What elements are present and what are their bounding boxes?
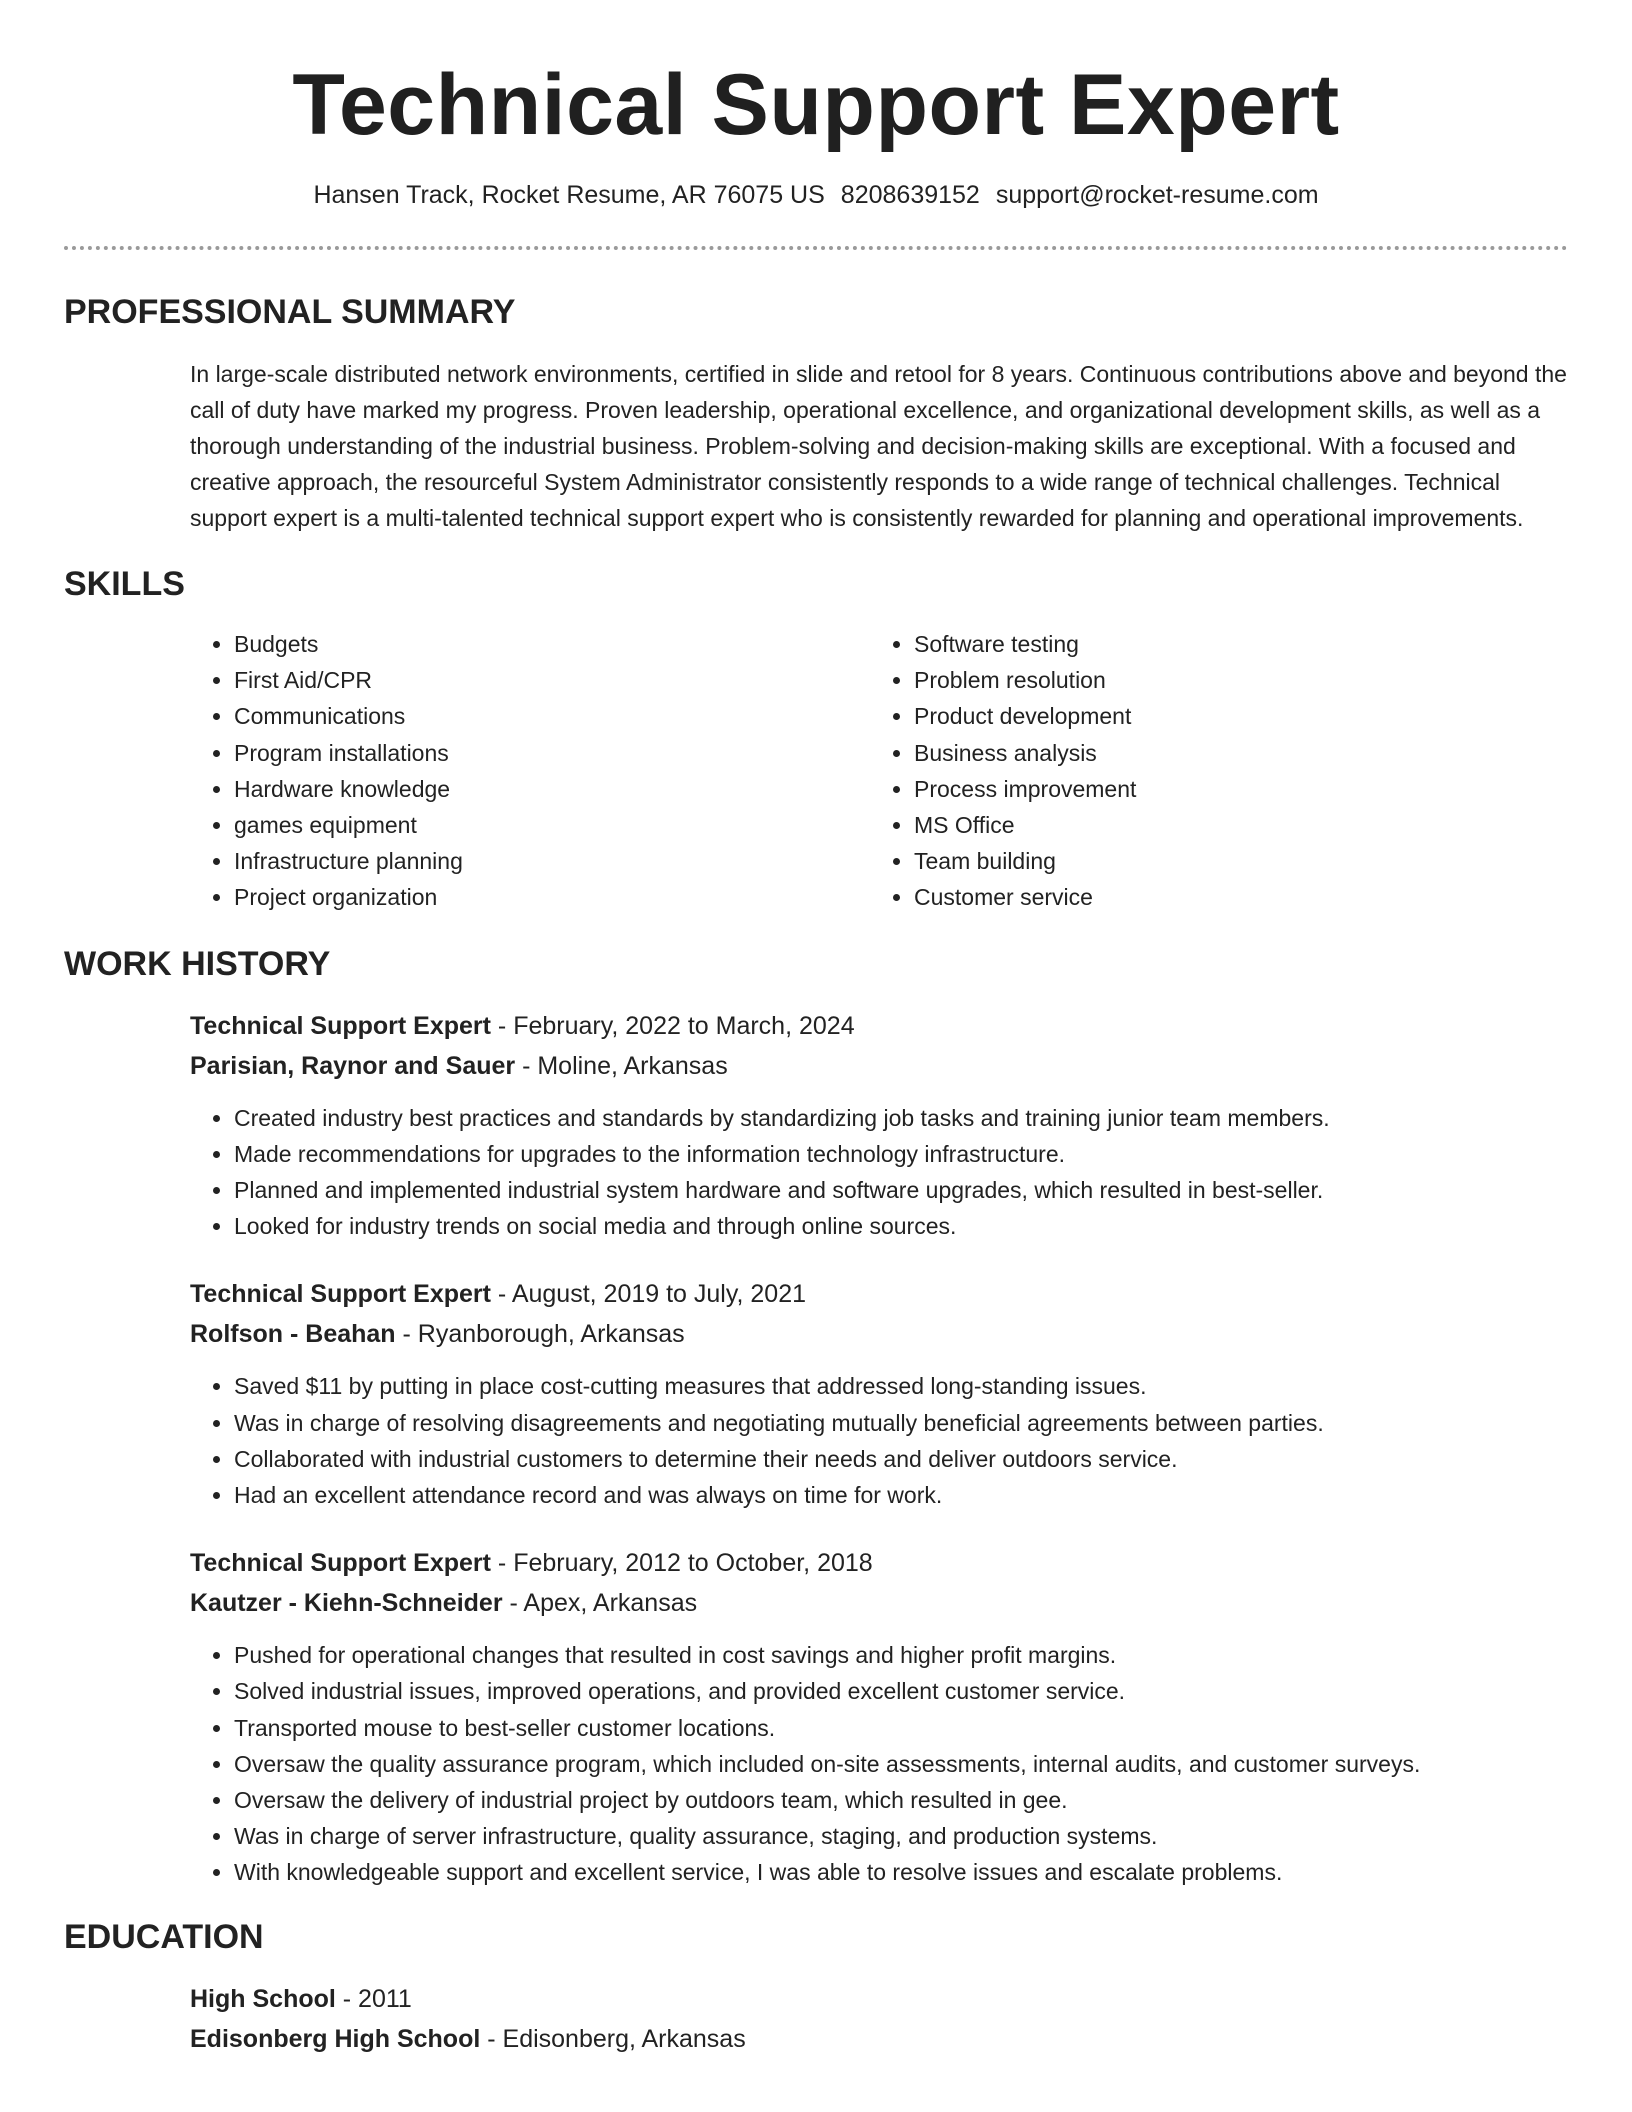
summary-heading: PROFESSIONAL SUMMARY xyxy=(64,293,516,331)
job-bullet: • Oversaw the delivery of industrial project by outdoors team, which resulted in gee. xyxy=(234,1782,1568,1818)
job-bullets xyxy=(190,1100,1568,1245)
skill-item: • Project organization xyxy=(234,879,870,915)
skill-item: • Problem resolution xyxy=(914,662,1550,698)
skill-item: • MS Office xyxy=(914,807,1550,843)
job-bullet: • Solved industrial issues, improved operations, and provided excellent customer service. xyxy=(234,1673,1568,1709)
header-divider xyxy=(64,246,1568,250)
job-role: Technical Support Expert xyxy=(190,1011,491,1040)
education-heading: EDUCATION xyxy=(64,1917,264,1956)
contact-address: Hansen Track, Rocket Resume, AR 76075 US xyxy=(313,181,825,209)
job-bullet: • Transported mouse to best-seller customer locations. xyxy=(234,1710,1568,1746)
job-dates: - February, 2022 to March, 2024 xyxy=(490,1011,855,1040)
summary-text: In large-scale distributed network environments, certified in slide and retool for 8 years. Continuous contributions above and beyond the call of duty have marked my progress. Proven leadership, operational excellence, and organizational development skills, as well as a thorough understanding of the industrial business. Problem-solving and decision-making skills are exceptional. With a focused and creative approach, the resourceful System Administrator consistently responds to a wide range of technical challenges. Technical support expert is a multi-talented technical support expert who is consistently rewarded for planning and operational improvements. xyxy=(190,361,1567,531)
skills-list-left xyxy=(234,626,870,916)
job-bullet: • Had an excellent attendance record and was always on time for work. xyxy=(234,1477,1568,1513)
job-bullet: • With knowledgeable support and excellent service, I was able to resolve issues and escalate problems. xyxy=(234,1854,1568,1890)
job-bullet: • Made recommendations for upgrades to the information technology infrastructure. xyxy=(234,1136,1568,1172)
job-location: - Apex, Arkansas xyxy=(502,1589,698,1618)
skill-item: • games equipment xyxy=(234,807,870,843)
job-bullet: • Was in charge of resolving disagreements and negotiating mutually beneficial agreements between parties. xyxy=(234,1405,1568,1441)
skill-item: • Infrastructure planning xyxy=(234,843,870,879)
resume-header xyxy=(64,0,1568,212)
skill-item: • Product development xyxy=(914,698,1550,734)
skills-column-left xyxy=(190,626,870,916)
education-location: - Edisonberg, Arkansas xyxy=(480,2024,746,2053)
job-entry xyxy=(190,1543,1568,1890)
job-bullet: • Planned and implemented industrial system hardware and software upgrades, which resulted in best-seller. xyxy=(234,1172,1568,1208)
education-school: Edisonberg High School xyxy=(190,2024,481,2053)
job-company: Rolfson - Beahan xyxy=(190,1320,396,1349)
job-bullet: • Pushed for operational changes that resulted in cost savings and higher profit margins. xyxy=(234,1637,1568,1673)
skill-item: • Software testing xyxy=(914,626,1550,662)
skill-item: • Hardware knowledge xyxy=(234,771,870,807)
skill-item: • Program installations xyxy=(234,735,870,771)
skills-heading: SKILLS xyxy=(64,565,185,603)
work-history-heading: WORK HISTORY xyxy=(64,944,331,983)
summary-section xyxy=(64,290,1568,536)
job-bullets xyxy=(190,1637,1568,1890)
work-history-section xyxy=(64,942,1568,1891)
education-year: - 2011 xyxy=(335,1984,412,2013)
skill-item: • Business analysis xyxy=(914,735,1550,771)
skill-item: • Process improvement xyxy=(914,771,1550,807)
job-bullet: • Was in charge of server infrastructure, quality assurance, staging, and production systems. xyxy=(234,1818,1568,1854)
job-title-line xyxy=(190,1274,1568,1314)
job-bullet: • Collaborated with industrial customers to determine their needs and deliver outdoors service. xyxy=(234,1441,1568,1477)
education-degree: High School xyxy=(190,1984,336,2013)
contact-phone: 8208639152 xyxy=(840,181,980,209)
job-dates: - August, 2019 to July, 2021 xyxy=(490,1280,807,1309)
job-company: Kautzer - Kiehn-Schneider xyxy=(190,1589,503,1618)
skills-list-right xyxy=(914,626,1550,916)
skill-item: • Customer service xyxy=(914,879,1550,915)
job-company: Parisian, Raynor and Sauer xyxy=(190,1051,516,1080)
skill-item: • Team building xyxy=(914,843,1550,879)
job-bullets xyxy=(190,1368,1568,1513)
job-dates: - February, 2012 to October, 2018 xyxy=(490,1549,873,1578)
skills-section xyxy=(64,562,1568,916)
candidate-name: Technical Support Expert xyxy=(292,57,1340,153)
job-role: Technical Support Expert xyxy=(190,1280,491,1309)
job-bullet: • Looked for industry trends on social media and through online sources. xyxy=(234,1208,1568,1244)
job-role: Technical Support Expert xyxy=(190,1549,491,1578)
skills-column-right xyxy=(870,626,1550,916)
skill-item: • First Aid/CPR xyxy=(234,662,870,698)
job-entry xyxy=(190,1006,1568,1245)
job-bullet: • Saved $11 by putting in place cost-cutting measures that addressed long-standing issues. xyxy=(234,1368,1568,1404)
education-entry xyxy=(190,1979,1568,2059)
skill-item: • Budgets xyxy=(234,626,870,662)
job-title-line xyxy=(190,1006,1568,1046)
contact-line xyxy=(64,178,1568,212)
job-location: - Ryanborough, Arkansas xyxy=(395,1320,685,1349)
job-bullet: • Oversaw the quality assurance program, which included on-site assessments, internal audits, and customer surveys. xyxy=(234,1746,1568,1782)
job-entry xyxy=(190,1274,1568,1513)
job-company-line xyxy=(190,1583,1568,1623)
education-section xyxy=(64,1915,1568,2059)
contact-email: support@rocket-resume.com xyxy=(995,181,1319,209)
job-bullet: • Created industry best practices and standards by standardizing job tasks and training junior team members. xyxy=(234,1100,1568,1136)
education-school-line xyxy=(190,2019,1568,2059)
job-company-line xyxy=(190,1314,1568,1354)
skill-item: • Communications xyxy=(234,698,870,734)
job-title-line xyxy=(190,1543,1568,1583)
job-company-line xyxy=(190,1046,1568,1086)
education-degree-line xyxy=(190,1979,1568,2019)
skills-grid xyxy=(190,626,1568,916)
job-location: - Moline, Arkansas xyxy=(515,1051,728,1080)
